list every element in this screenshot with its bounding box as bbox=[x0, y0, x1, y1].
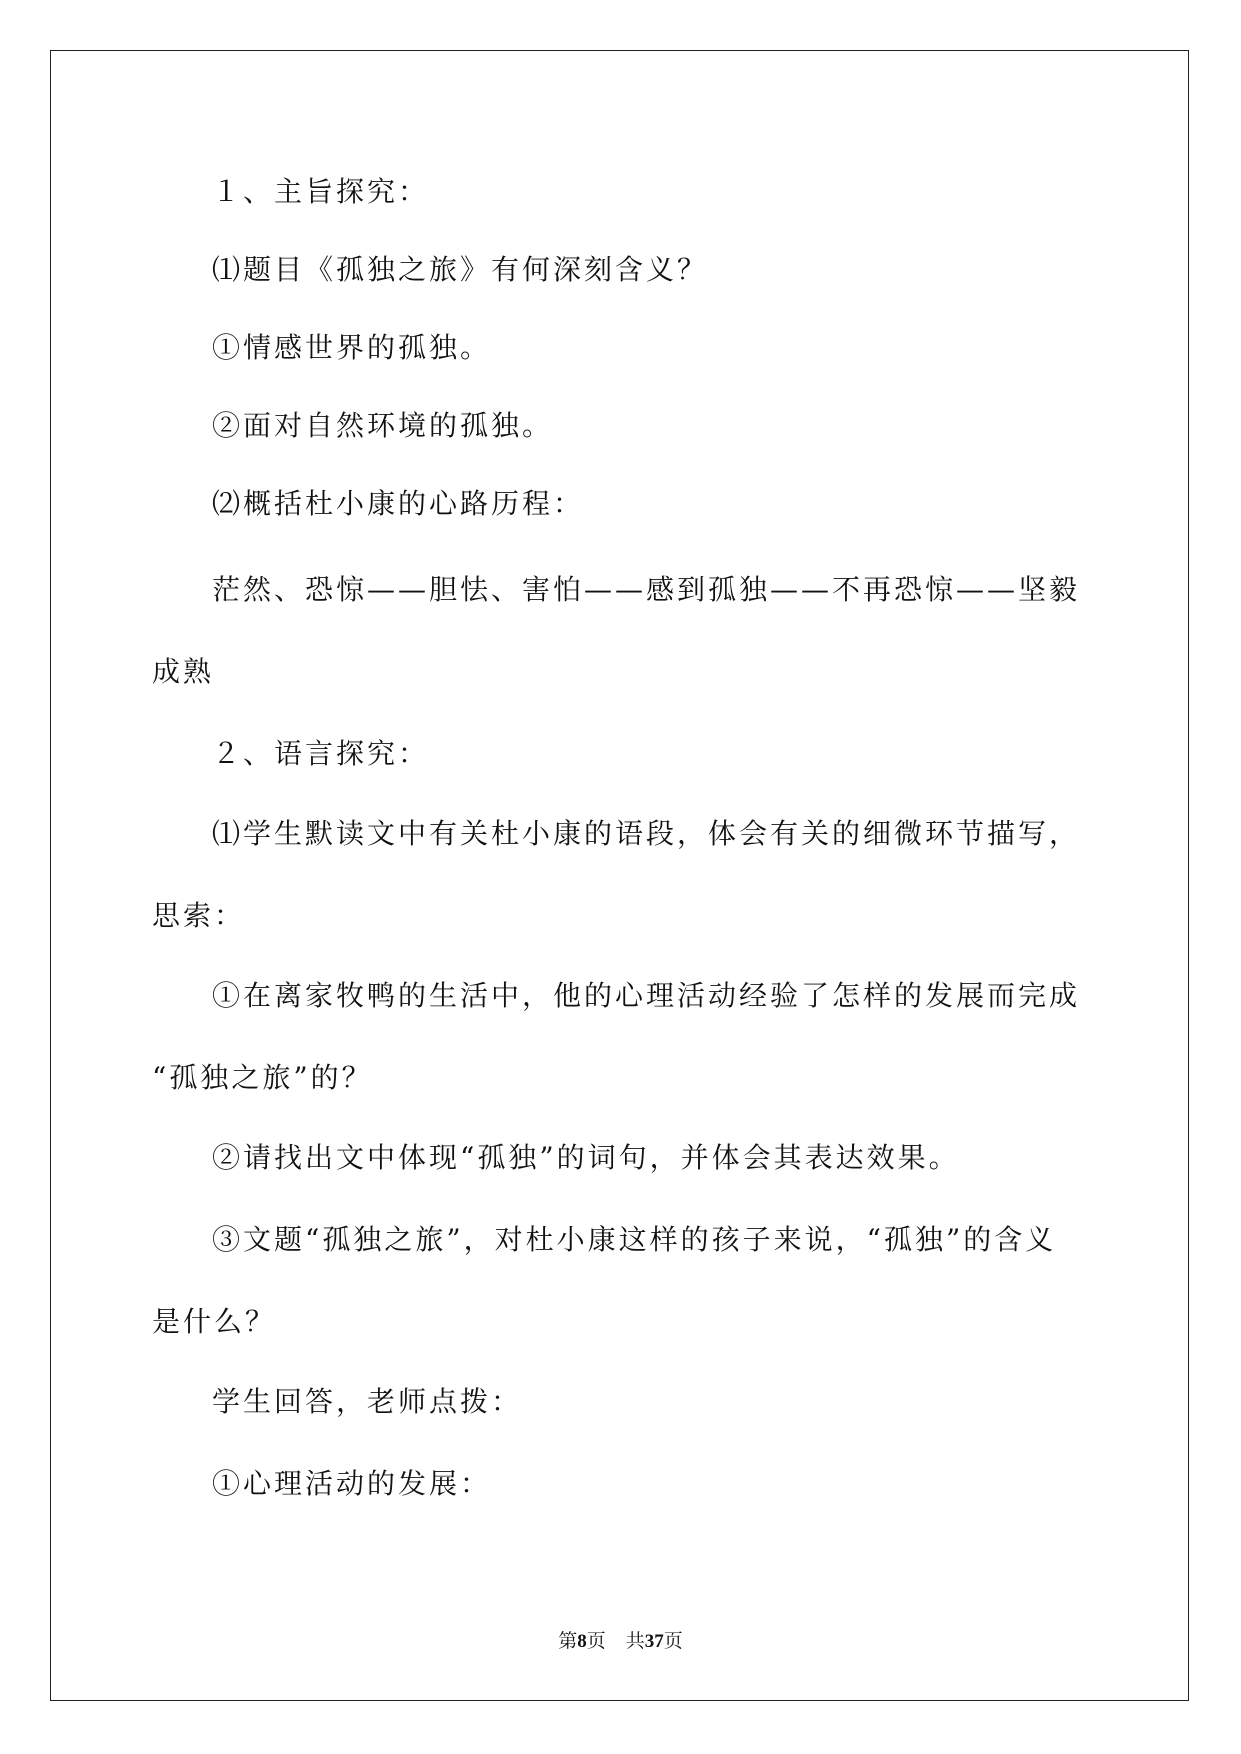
section-heading-language: ２、语言探究： bbox=[212, 737, 430, 770]
footer-page-suffix: 页 bbox=[586, 1631, 606, 1652]
question-2: ②请找出文中体现“孤独”的词句，并体会其表达效果。 bbox=[212, 1141, 960, 1174]
answer-item-1: ①情感世界的孤独。 bbox=[212, 331, 492, 364]
question-1-line-1: ①在离家牧鸭的生活中，他的心理活动经验了怎样的发展而完成 bbox=[212, 979, 1081, 1012]
paragraph-reading-line-2: 思索： bbox=[152, 899, 246, 932]
question-1-line-2: “孤独之旅”的？ bbox=[152, 1061, 373, 1094]
footer-total-prefix: 共 bbox=[625, 1631, 645, 1652]
paragraph-reading-line-1: ⑴学生默读文中有关杜小康的语段，体会有关的细微环节描写， bbox=[212, 817, 1081, 850]
page-footer bbox=[0, 1630, 1241, 1654]
question-title-meaning: ⑴题目《孤独之旅》有何深刻含义？ bbox=[212, 253, 709, 286]
paragraph-journey-line-2: 成熟 bbox=[152, 655, 215, 688]
footer-total-pages: 37 bbox=[644, 1631, 664, 1652]
question-3-line-2: 是什么？ bbox=[152, 1305, 277, 1338]
answer-item-2: ②面对自然环境的孤独。 bbox=[212, 409, 554, 442]
section-heading-theme: １、主旨探究： bbox=[212, 175, 430, 208]
footer-page-number: 8 bbox=[577, 1631, 587, 1652]
footer-total-suffix: 页 bbox=[663, 1631, 683, 1652]
question-summary: ⑵概括杜小康的心路历程： bbox=[212, 487, 585, 520]
teacher-guidance: 学生回答，老师点拨： bbox=[212, 1385, 523, 1418]
question-3-line-1: ③文题“孤独之旅”，对杜小康这样的孩子来说，“孤独”的含义 bbox=[212, 1223, 1057, 1256]
page-border bbox=[50, 50, 1189, 1701]
paragraph-journey-line-1: 茫然、恐惊——胆怯、害怕——感到孤独——不再恐惊——坚毅 bbox=[212, 573, 1081, 606]
footer-page-prefix: 第 bbox=[558, 1631, 578, 1652]
guidance-item-1: ①心理活动的发展： bbox=[212, 1467, 492, 1500]
